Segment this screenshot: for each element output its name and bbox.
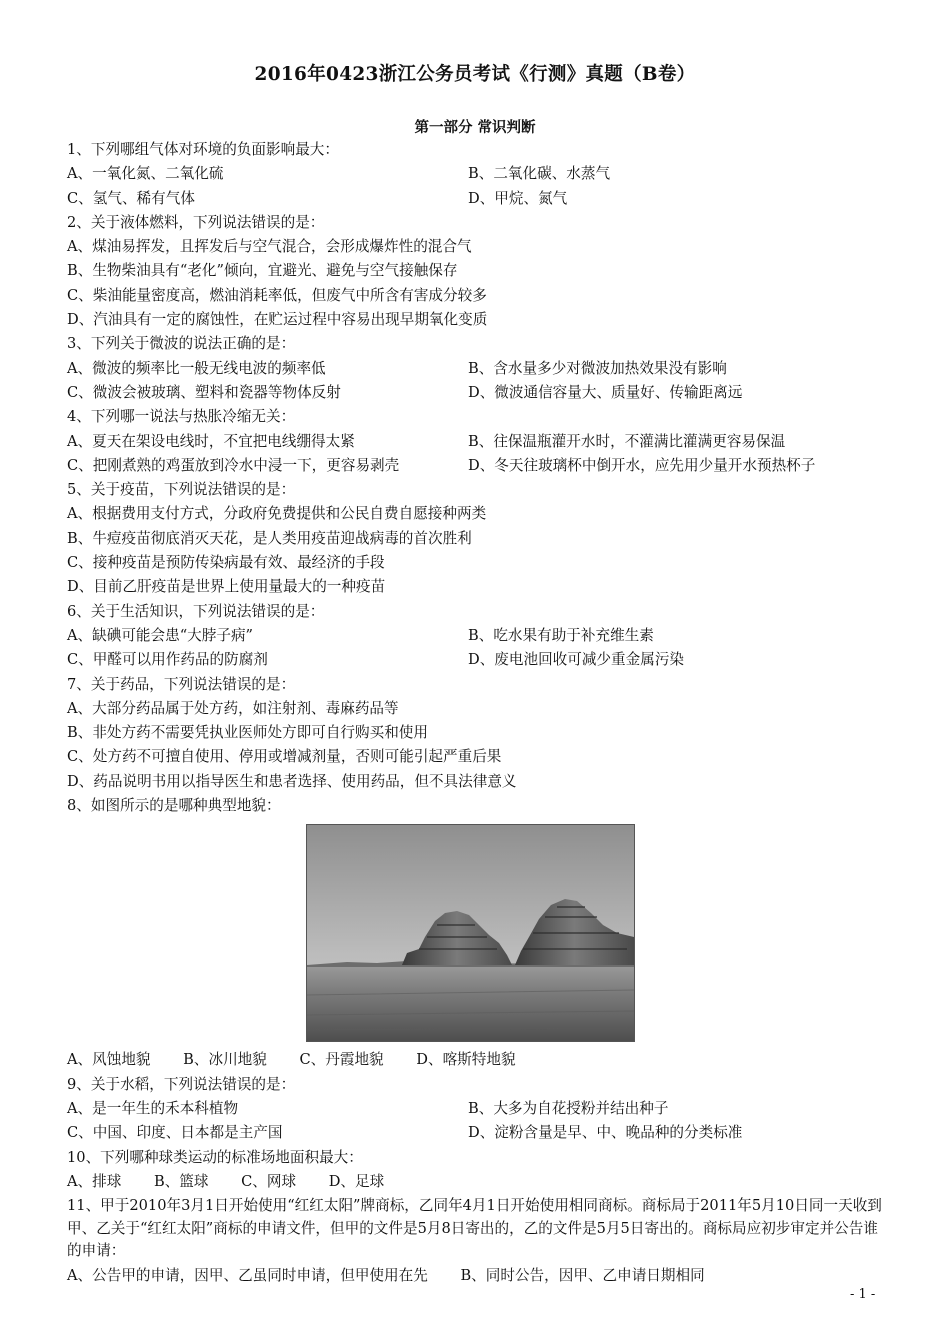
option-d: D、药品说明书用以指导医生和患者选择、使用药品，但不具法律意义: [67, 772, 517, 790]
question-stem: 10、下列哪种球类运动的标准场地面积最大：: [67, 1148, 363, 1166]
option-b: B、生物柴油具有“老化”倾向，宜避光、避免与空气接触保存: [67, 262, 458, 280]
question-list: [67, 138, 887, 1288]
option-row: [67, 1170, 887, 1194]
option-row: [67, 1121, 887, 1145]
question-stem: 2、关于液体燃料，下列说法错误的是：: [67, 213, 325, 231]
option-d: D、淀粉含量是早、中、晚品种的分类标准: [468, 1124, 743, 1142]
option-c: C、中国、印度、日本都是主产国: [67, 1124, 283, 1142]
option-a: A、排球: [67, 1172, 122, 1190]
option-b: B、篮球: [153, 1172, 209, 1190]
option-a: A、根据费用支付方式，分政府免费提供和公民自费自愿接种两类: [67, 505, 487, 523]
option-c: C、接种疫苗是预防传染病最有效、最经济的手段: [67, 554, 385, 572]
option-b: B、冰川地貌: [183, 1051, 267, 1069]
page-number: - 1 -: [850, 1287, 876, 1302]
question-stem: 1、下列哪组气体对环境的负面影响最大：: [67, 141, 339, 158]
section-heading: 第一部分 常识判断: [414, 119, 536, 136]
option-c: C、把刚煮熟的鸡蛋放到冷水中浸一下，更容易剥壳: [67, 456, 400, 474]
option-row: [67, 648, 887, 672]
option-d: D、冬天往玻璃杯中倒开水，应先用少量开水预热杯子: [468, 456, 816, 474]
option-a: A、公告甲的申请，因甲、乙虽同时申请，但甲使用在先: [67, 1266, 428, 1284]
option-row: [67, 1048, 887, 1072]
question-stem: 5、关于疫苗，下列说法错误的是：: [67, 481, 296, 499]
question-stem: 11、甲于2010年3月1日开始使用“红红太阳”牌商标，乙同年4月1日开始使用相同商标。商标局于2011年5月10日同一天收到甲、乙关于“红红太阳”商标的申请文件，但甲的文件是5月8日寄出的，乙的文件是5月5日寄出的。商标局应初步审定并公告谁的申请：: [67, 1197, 882, 1260]
option-a: A、缺碘可能会患“大脖子病”: [67, 626, 253, 644]
option-c: C、处方药不可擅自使用、停用或增减剂量，否则可能引起严重后果: [67, 748, 502, 766]
option-row: [67, 454, 887, 478]
question-stem: 4、下列哪一说法与热胀冷缩无关：: [67, 408, 296, 426]
option-b: B、大多为自花授粉并结出种子: [468, 1099, 669, 1117]
landform-photo: [306, 824, 635, 1042]
option-a: A、煤油易挥发，且挥发后与空气混合，会形成爆炸性的混合气: [67, 238, 472, 256]
page-title: 2016年0423浙江公务员考试《行测》真题（B卷）: [254, 64, 696, 85]
option-row: [67, 430, 887, 454]
option-c: C、丹霞地貌: [299, 1051, 384, 1069]
question-stem: 7、关于药品，下列说法错误的是：: [67, 675, 296, 693]
option-b: B、二氧化碳、水蒸气: [468, 165, 611, 183]
option-b: B、往保温瓶灌开水时，不灌满比灌满更容易保温: [468, 432, 786, 450]
option-row: [67, 1097, 887, 1121]
option-a: A、一氧化氮、二氧化硫: [67, 165, 224, 183]
option-b: B、同时公告，因甲、乙申请日期相同: [460, 1266, 705, 1284]
option-d: D、喀斯特地貌: [416, 1051, 516, 1069]
option-row: [67, 162, 887, 186]
option-a: A、大部分药品属于处方药，如注射剂、毒麻药品等: [67, 699, 399, 717]
option-b: B、非处方药不需要凭执业医师处方即可自行购买和使用: [67, 724, 428, 742]
option-a: A、微波的频率比一般无线电波的频率低: [67, 359, 326, 377]
option-d: D、废电池回收可减少重金属污染: [468, 651, 685, 669]
option-d: D、甲烷、氮气: [468, 189, 568, 207]
question-stem: 8、如图所示的是哪种典型地貌：: [67, 797, 281, 815]
option-c: C、微波会被玻璃、塑料和瓷器等物体反射: [67, 383, 341, 401]
option-c: C、网球: [241, 1172, 297, 1190]
option-b: B、牛痘疫苗彻底消灭天花，是人类用疫苗迎战病毒的首次胜利: [67, 529, 472, 547]
option-row: [67, 381, 887, 405]
option-c: C、甲醛可以用作药品的防腐剂: [67, 651, 268, 669]
option-a: A、夏天在架设电线时，不宜把电线绷得太紧: [67, 432, 355, 450]
question-stem: 9、关于水稻，下列说法错误的是：: [67, 1075, 296, 1093]
question-stem: 3、下列关于微波的说法正确的是：: [67, 335, 296, 353]
question-stem: 6、关于生活知识，下列说法错误的是：: [67, 602, 325, 620]
option-a: A、风蚀地貌: [67, 1051, 151, 1069]
option-row: [67, 1264, 887, 1288]
option-a: A、是一年生的禾本科植物: [67, 1099, 239, 1117]
option-d: D、微波通信容量大、质量好、传输距离远: [468, 383, 743, 401]
option-c: C、柴油能量密度高，燃油消耗率低，但废气中所含有害成分较多: [67, 286, 487, 304]
option-row: [67, 624, 887, 648]
option-b: B、含水量多少对微波加热效果没有影响: [468, 359, 727, 377]
option-d: D、汽油具有一定的腐蚀性，在贮运过程中容易出现早期氧化变质: [67, 311, 488, 329]
option-d: D、足球: [328, 1172, 385, 1190]
option-d: D、目前乙肝疫苗是世界上使用量最大的一种疫苗: [67, 578, 386, 596]
option-row: [67, 187, 887, 211]
option-c: C、氢气、稀有气体: [67, 189, 195, 207]
option-row: [67, 357, 887, 381]
option-b: B、吃水果有助于补充维生素: [468, 626, 654, 644]
